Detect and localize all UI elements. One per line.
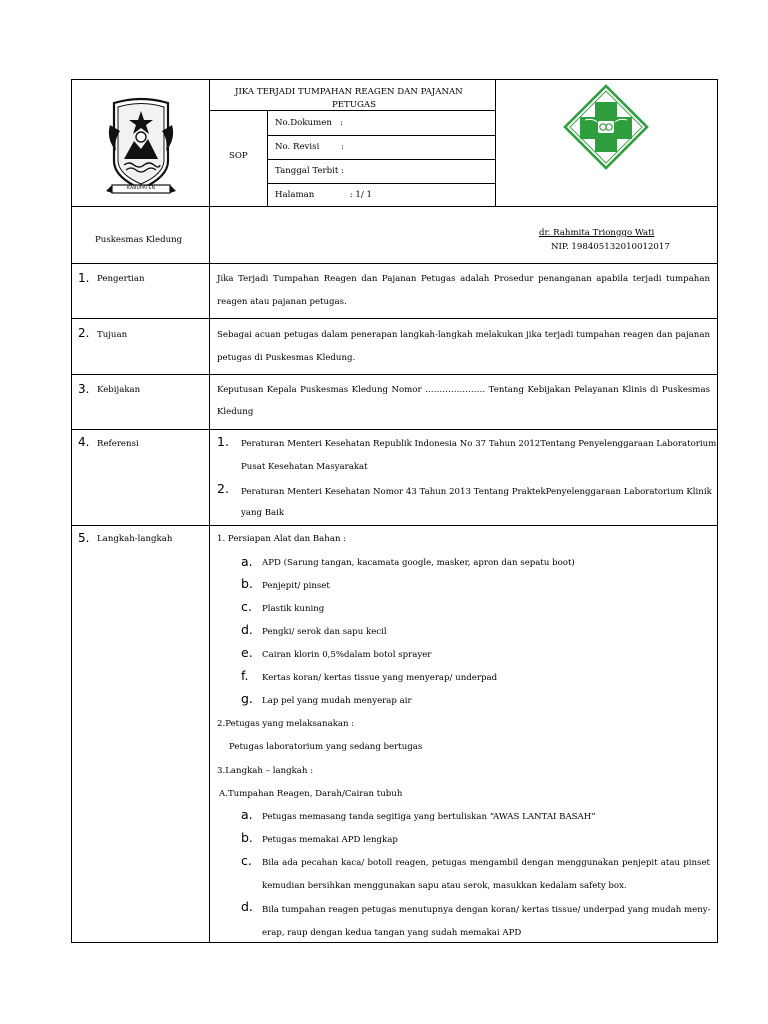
column-divider-main <box>209 79 210 943</box>
step-a-line1: Petugas memasang tanda segitiga yang bertuliskan “AWAS LANTAI BASAH” <box>262 812 596 822</box>
persiapan-marker-e: e. <box>241 645 253 660</box>
section-label-kebijakan: Kebijakan <box>97 385 141 395</box>
column-divider-header-right <box>495 79 496 206</box>
step-c-line2: kemudian bersihkan menggunakan sapu atau serok, masukkan kedalam safety box. <box>262 881 627 891</box>
table-border-bottom <box>71 942 718 943</box>
referensi-marker-2: 2. <box>217 481 229 496</box>
puskesmas-cross-icon <box>563 84 649 170</box>
table-border-right <box>717 79 718 943</box>
persiapan-marker-d: d. <box>241 622 253 637</box>
row-divider-kebijakan <box>71 429 718 430</box>
section-number-1: 1. <box>78 271 90 285</box>
persiapan-item-d: Pengki/ serok dan sapu kecil <box>262 627 387 637</box>
section-number-5: 5. <box>78 531 90 545</box>
persiapan-item-g: Lap pel yang mudah menyerap air <box>262 696 412 706</box>
persiapan-item-e: Cairan klorin 0,5%dalam botol sprayer <box>262 650 432 660</box>
tujuan-text-line2: petugas di Puskesmas Kledung. <box>217 353 356 363</box>
persiapan-heading: 1. Persiapan Alat dan Bahan : <box>217 534 347 544</box>
table-border-top <box>71 79 718 80</box>
kebijakan-text-line1: Keputusan Kepala Puskesmas Kledung Nomor ………………… Tentang Kebijakan Pelayanan Klinis di Puskesmas <box>217 385 710 395</box>
persiapan-item-a: APD (Sarung tangan, kacamata google, masker, apron dan sepatu boot) <box>262 558 575 568</box>
row-divider-pengertian <box>71 318 718 319</box>
seal-ribbon-text: KABUPATEN <box>126 186 156 191</box>
step-marker-c: c. <box>241 853 252 868</box>
section-label-langkah: Langkah-langkah <box>97 534 173 544</box>
persiapan-marker-f: f. <box>241 668 249 683</box>
referensi-item-2-line1: Peraturan Menteri Kesehatan Nomor 43 Tahun 2013 Tentang PraktekPenyelenggaraan Laboratorium Klinik <box>241 487 712 497</box>
row-divider-tujuan <box>71 374 718 375</box>
regency-seal-logo <box>104 95 178 199</box>
step-d-line2: erap, raup dengan kedua tangan yang sudah memakai APD <box>262 928 522 938</box>
regency-seal-icon <box>104 95 178 199</box>
step-marker-a: a. <box>241 807 253 822</box>
column-divider-sop <box>267 110 268 206</box>
persiapan-marker-b: b. <box>241 576 253 591</box>
section-label-tujuan: Tujuan <box>97 330 128 340</box>
row-divider-nodok <box>267 135 496 136</box>
step-b-line1: Petugas memakai APD lengkap <box>262 835 398 845</box>
row-divider-tanggal <box>267 183 496 184</box>
persiapan-item-c: Plastik kuning <box>262 604 325 614</box>
tujuan-text-line1: Sebagai acuan petugas dalam penerapan langkah-langkah melakukan jika terjadi tumpahan reagen dan pajanan <box>217 330 710 340</box>
referensi-item-1-line1: Peraturan Menteri Kesehatan Republik Indonesia No 37 Tahun 2012Tentang Penyelenggaraan Laboratorium <box>241 439 717 449</box>
row-divider-puskesmas <box>71 263 718 264</box>
pengertian-text-line2: reagen atau pajanan petugas. <box>217 297 347 307</box>
step-marker-d: d. <box>241 899 253 914</box>
petugas-heading: 2.Petugas yang melaksanakan : <box>217 719 355 729</box>
row-divider-header-bottom <box>71 206 718 207</box>
table-border-left <box>71 79 72 943</box>
sop-label: SOP <box>229 151 248 161</box>
section-label-pengertian: Pengertian <box>97 274 145 284</box>
row-divider-referensi <box>71 525 718 526</box>
halaman-field: Halaman : 1/ 1 <box>275 190 372 200</box>
referensi-item-2-line2: yang Baik <box>241 508 285 518</box>
step-d-line1: Bila tumpahan reagen petugas menutupnya dengan koran/ kertas tissue/ underpad yang mudah meny- <box>262 905 711 915</box>
section-label-referensi: Referensi <box>97 439 139 449</box>
puskesmas-name: Puskesmas Kledung <box>95 235 183 245</box>
row-divider-norev <box>267 159 496 160</box>
section-number-3: 3. <box>78 382 90 396</box>
petugas-text: Petugas laboratorium yang sedang bertugas <box>229 742 423 752</box>
subheading-tumpahan: A.Tumpahan Reagen, Darah/Cairan tubuh <box>219 789 403 799</box>
kebijakan-text-line2: Kledung <box>217 407 254 417</box>
sop-title-line1: JIKA TERJADI TUMPAHAN REAGEN DAN PAJANAN <box>235 87 463 97</box>
persiapan-item-f: Kertas koran/ kertas tissue yang menyerap/ underpad <box>262 673 498 683</box>
referensi-item-1-line2: Pusat Kesehatan Masyarakat <box>241 462 368 472</box>
no-revisi-field: No. Revisi : <box>275 142 345 152</box>
puskesmas-logo <box>563 84 649 170</box>
sop-title-line2: PETUGAS <box>332 100 376 110</box>
no-dokumen-field: No.Dokumen : <box>275 118 343 128</box>
langkah-heading: 3.Langkah – langkah : <box>217 766 314 776</box>
pengertian-text-line1: Jika Terjadi Tumpahan Reagen dan Pajanan Petugas adalah Prosedur penanganan apabila terjadi tumpahan <box>217 274 710 284</box>
step-c-line1: Bila ada pecahan kaca/ botoll reagen, petugas mengambil dengan menggunakan penjepit atau pinset <box>262 858 710 868</box>
persiapan-marker-a: a. <box>241 554 253 569</box>
tanggal-terbit-field: Tanggal Terbit : <box>275 166 344 176</box>
persiapan-marker-c: c. <box>241 599 252 614</box>
section-number-2: 2. <box>78 326 90 340</box>
signatory-name: dr. Rahmita Trionggo Wati <box>539 228 655 238</box>
persiapan-marker-g: g. <box>241 691 253 706</box>
section-number-4: 4. <box>78 435 90 449</box>
step-marker-b: b. <box>241 830 253 845</box>
referensi-marker-1: 1. <box>217 434 229 449</box>
persiapan-item-b: Penjepit/ pinset <box>262 581 330 591</box>
signatory-nip: NIP. 198405132010012017 <box>551 242 670 252</box>
